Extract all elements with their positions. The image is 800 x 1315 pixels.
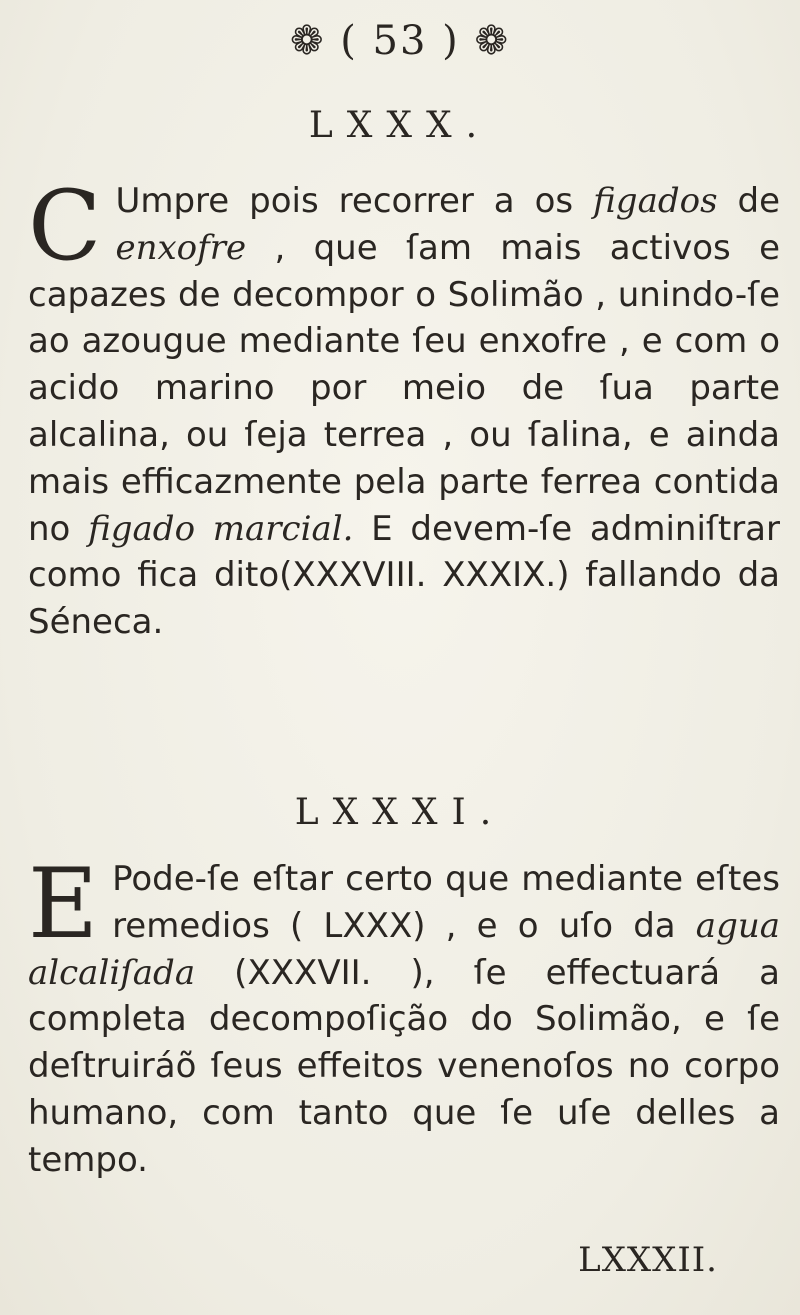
paragraph-text: de <box>717 181 781 221</box>
paragraph-lxxx <box>28 170 781 646</box>
italic-term: figado marcial. <box>88 508 354 549</box>
paragraph-text: Pode-ſe eſtar certo que mediante eſtes remedios ( LXXX) , e o uſo da <box>112 859 780 946</box>
drop-capital: C <box>28 170 102 282</box>
page-header: ❁ ( 53 ) ❁ <box>290 18 510 64</box>
paragraph-lxxxi <box>28 848 780 1184</box>
section-number-lxxx: LXXX. <box>308 105 492 146</box>
italic-term: figados <box>593 181 718 221</box>
catchword: LXXXII. <box>578 1240 718 1280</box>
paragraph-text: E devem-ſe adminiſtrar como fica dito(XXXVIII. XXXIX.) fallando da Séneca. <box>28 508 780 643</box>
section-number-lxxxi: LXXXI. <box>294 792 506 833</box>
italic-term: agua alcaliſada <box>28 905 780 993</box>
paragraph-text: , que ſam mais activos e capazes de decompor o Solimão , unindo-ſe ao azougue mediante ſeu enxofre , e com o acido marino por meio de ſua parte alcalina, ou ſeja terrea , ou ſalina, e ainda mais efficazmente pela parte ferrea contida no <box>28 227 780 549</box>
paragraph-text: Umpre pois recorrer a os <box>115 181 594 221</box>
drop-capital: E <box>28 848 99 960</box>
paragraph-text: (XXXVII. ), ſe effectuará a completa decompoſição do Solimão, e ſe deſtruiráõ ſeus effeitos venenoſos no corpo humano, com tanto que ſe uſe delles a tempo. <box>28 952 780 1180</box>
italic-term: enxofre <box>115 227 247 268</box>
